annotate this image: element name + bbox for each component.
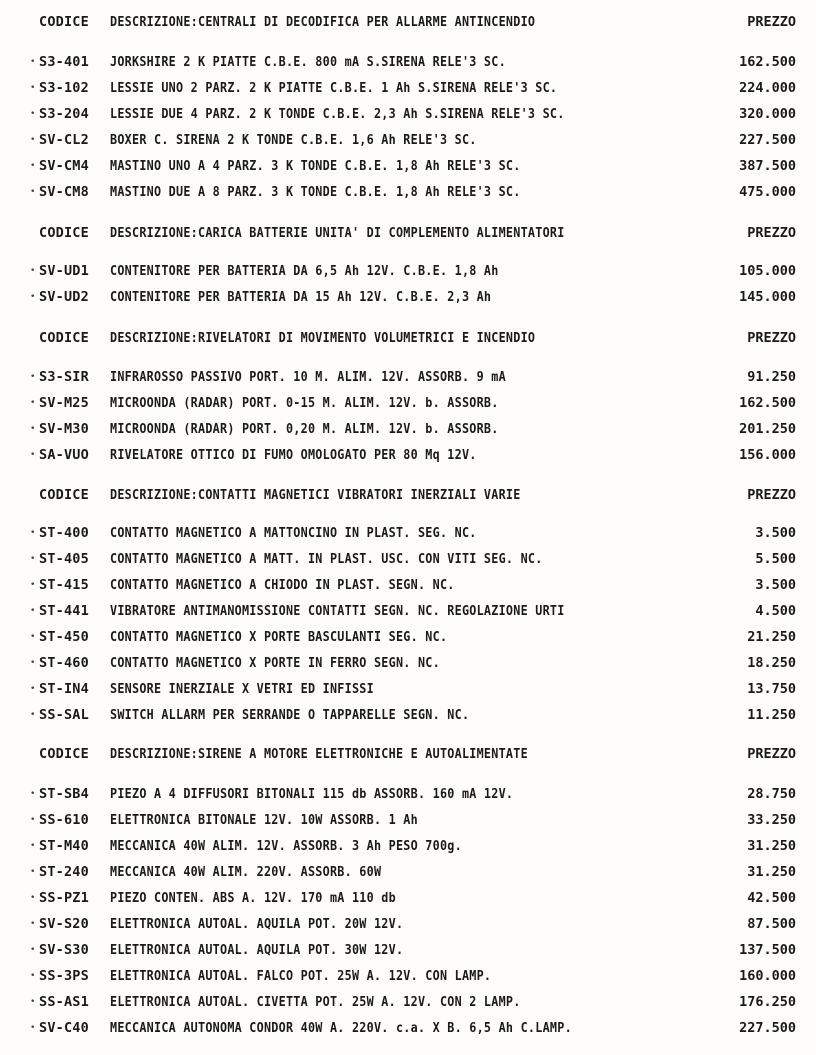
item-code: S3-204 <box>39 106 89 122</box>
bullet-icon: • <box>30 424 36 434</box>
item-price: 320.000 <box>739 106 796 122</box>
item-price: 227.500 <box>739 1020 796 1036</box>
list-item <box>0 965 816 987</box>
list-item <box>0 181 816 203</box>
item-price: 224.000 <box>739 80 796 96</box>
item-code: SS-610 <box>39 812 89 828</box>
item-description: MECCANICA AUTONOMA CONDOR 40W A. 220V. c.a. X B. 6,5 Ah C.LAMP. <box>110 1020 572 1036</box>
list-item <box>0 626 816 648</box>
item-description: MECCANICA 40W ALIM. 220V. ASSORB. 60W <box>110 864 382 880</box>
price-column-header: PREZZO <box>747 14 796 30</box>
list-item <box>0 103 816 125</box>
item-description: SENSORE INERZIALE X VETRI ED INFISSI <box>110 681 374 697</box>
bullet-icon: • <box>30 161 36 171</box>
list-item <box>0 155 816 177</box>
bullet-icon: • <box>30 1023 36 1033</box>
bullet-icon: • <box>30 83 36 93</box>
list-item <box>0 861 816 883</box>
code-column-header: CODICE <box>39 14 89 30</box>
list-item <box>0 77 816 99</box>
section-description-header: DESCRIZIONE:SIRENE A MOTORE ELETTRONICHE E AUTOALIMENTATE <box>110 746 528 762</box>
item-price: 5.500 <box>755 551 796 567</box>
bullet-icon: • <box>30 372 36 382</box>
item-description: JORKSHIRE 2 K PIATTE C.B.E. 800 mA S.SIRENA RELE'3 SC. <box>110 54 506 70</box>
bullet-icon: • <box>30 398 36 408</box>
item-description: PIEZO A 4 DIFFUSORI BITONALI 115 db ASSORB. 160 mA 12V. <box>110 786 514 802</box>
list-item <box>0 366 816 388</box>
item-price: 21.250 <box>747 629 796 645</box>
item-description: CONTATTO MAGNETICO A MATTONCINO IN PLAST. SEG. NC. <box>110 525 477 541</box>
item-price: 91.250 <box>747 369 796 385</box>
bullet-icon: • <box>30 57 36 67</box>
section-header <box>0 484 816 506</box>
bullet-icon: • <box>30 684 36 694</box>
item-code: ST-405 <box>39 551 89 567</box>
item-price: 387.500 <box>739 158 796 174</box>
item-description: BOXER C. SIRENA 2 K TONDE C.B.E. 1,6 Ah RELE'3 SC. <box>110 132 477 148</box>
bullet-icon: • <box>30 292 36 302</box>
item-code: SV-S30 <box>39 942 89 958</box>
bullet-icon: • <box>30 632 36 642</box>
item-code: SS-PZ1 <box>39 890 89 906</box>
item-price: 13.750 <box>747 681 796 697</box>
item-code: SV-S20 <box>39 916 89 932</box>
item-price: 156.000 <box>739 447 796 463</box>
list-item <box>0 704 816 726</box>
list-item <box>0 678 816 700</box>
list-item <box>0 939 816 961</box>
item-code: ST-IN4 <box>39 681 89 697</box>
item-description: ELETTRONICA AUTOAL. CIVETTA POT. 25W A. 12V. CON 2 LAMP. <box>110 994 521 1010</box>
item-description: ELETTRONICA AUTOAL. FALCO POT. 25W A. 12V. CON LAMP. <box>110 968 492 984</box>
list-item <box>0 600 816 622</box>
item-price: 11.250 <box>747 707 796 723</box>
item-price: 176.250 <box>739 994 796 1010</box>
item-price: 18.250 <box>747 655 796 671</box>
bullet-icon: • <box>30 606 36 616</box>
item-price: 4.500 <box>755 603 796 619</box>
list-item <box>0 522 816 544</box>
item-description: LESSIE DUE 4 PARZ. 2 K TONDE C.B.E. 2,3 Ah S.SIRENA RELE'3 SC. <box>110 106 565 122</box>
bullet-icon: • <box>30 867 36 877</box>
item-price: 3.500 <box>755 525 796 541</box>
item-price: 33.250 <box>747 812 796 828</box>
section-description-header: DESCRIZIONE:RIVELATORI DI MOVIMENTO VOLUMETRICI E INCENDIO <box>110 330 536 346</box>
bullet-icon: • <box>30 971 36 981</box>
bullet-icon: • <box>30 580 36 590</box>
bullet-icon: • <box>30 109 36 119</box>
price-column-header: PREZZO <box>747 746 796 762</box>
item-code: ST-415 <box>39 577 89 593</box>
item-price: 105.000 <box>739 263 796 279</box>
price-column-header: PREZZO <box>747 487 796 503</box>
section-header <box>0 11 816 33</box>
bullet-icon: • <box>30 450 36 460</box>
list-item <box>0 392 816 414</box>
item-code: ST-M40 <box>39 838 89 854</box>
section-description-header: DESCRIZIONE:CONTATTI MAGNETICI VIBRATORI INERZIALI VARIE <box>110 487 521 503</box>
item-code: SS-AS1 <box>39 994 89 1010</box>
item-price: 42.500 <box>747 890 796 906</box>
item-code: ST-460 <box>39 655 89 671</box>
list-item <box>0 51 816 73</box>
bullet-icon: • <box>30 266 36 276</box>
item-code: S3-401 <box>39 54 89 70</box>
list-item <box>0 991 816 1013</box>
item-description: INFRAROSSO PASSIVO PORT. 10 M. ALIM. 12V. ASSORB. 9 mA <box>110 369 506 385</box>
item-description: CONTENITORE PER BATTERIA DA 6,5 Ah 12V. C.B.E. 1,8 Ah <box>110 263 499 279</box>
list-item <box>0 129 816 151</box>
item-price: 162.500 <box>739 54 796 70</box>
item-price: 475.000 <box>739 184 796 200</box>
price-column-header: PREZZO <box>747 330 796 346</box>
item-price: 145.000 <box>739 289 796 305</box>
item-description: MASTINO DUE A 8 PARZ. 3 K TONDE C.B.E. 1,8 Ah RELE'3 SC. <box>110 184 521 200</box>
list-item <box>0 548 816 570</box>
item-price: 227.500 <box>739 132 796 148</box>
item-code: ST-240 <box>39 864 89 880</box>
item-code: SV-CM4 <box>39 158 89 174</box>
item-description: ELETTRONICA AUTOAL. AQUILA POT. 30W 12V. <box>110 942 404 958</box>
item-code: SV-M25 <box>39 395 89 411</box>
list-item <box>0 809 816 831</box>
item-description: CONTENITORE PER BATTERIA DA 15 Ah 12V. C.B.E. 2,3 Ah <box>110 289 492 305</box>
list-item <box>0 1017 816 1039</box>
bullet-icon: • <box>30 893 36 903</box>
item-code: SV-CM8 <box>39 184 89 200</box>
item-description: MASTINO UNO A 4 PARZ. 3 K TONDE C.B.E. 1,8 Ah RELE'3 SC. <box>110 158 521 174</box>
item-price: 137.500 <box>739 942 796 958</box>
item-price: 31.250 <box>747 838 796 854</box>
list-item <box>0 783 816 805</box>
list-item <box>0 574 816 596</box>
item-code: SV-C40 <box>39 1020 89 1036</box>
item-price: 87.500 <box>747 916 796 932</box>
item-description: PIEZO CONTEN. ABS A. 12V. 170 mA 110 db <box>110 890 396 906</box>
item-code: SV-M30 <box>39 421 89 437</box>
item-description: LESSIE UNO 2 PARZ. 2 K PIATTE C.B.E. 1 Ah S.SIRENA RELE'3 SC. <box>110 80 558 96</box>
bullet-icon: • <box>30 187 36 197</box>
item-price: 28.750 <box>747 786 796 802</box>
item-code: SV-CL2 <box>39 132 89 148</box>
item-code: ST-450 <box>39 629 89 645</box>
list-item <box>0 835 816 857</box>
item-code: ST-SB4 <box>39 786 89 802</box>
list-item <box>0 260 816 282</box>
item-price: 201.250 <box>739 421 796 437</box>
item-code: SV-UD2 <box>39 289 89 305</box>
section-header <box>0 743 816 765</box>
item-description: ELETTRONICA BITONALE 12V. 10W ASSORB. 1 Ah <box>110 812 418 828</box>
code-column-header: CODICE <box>39 330 89 346</box>
code-column-header: CODICE <box>39 225 89 241</box>
code-column-header: CODICE <box>39 746 89 762</box>
section-description-header: DESCRIZIONE:CENTRALI DI DECODIFICA PER ALLARME ANTINCENDIO <box>110 14 536 30</box>
section-header <box>0 222 816 244</box>
item-code: S3-102 <box>39 80 89 96</box>
bullet-icon: • <box>30 919 36 929</box>
item-code: SS-SAL <box>39 707 89 723</box>
section-header <box>0 327 816 349</box>
item-description: MICROONDA (RADAR) PORT. 0,20 M. ALIM. 12V. b. ASSORB. <box>110 421 499 437</box>
bullet-icon: • <box>30 658 36 668</box>
list-item <box>0 444 816 466</box>
bullet-icon: • <box>30 135 36 145</box>
bullet-icon: • <box>30 528 36 538</box>
item-description: RIVELATORE OTTICO DI FUMO OMOLOGATO PER 80 Mq 12V. <box>110 447 477 463</box>
item-price: 3.500 <box>755 577 796 593</box>
item-code: S3-SIR <box>39 369 89 385</box>
list-item <box>0 887 816 909</box>
bullet-icon: • <box>30 841 36 851</box>
item-code: SV-UD1 <box>39 263 89 279</box>
item-description: ELETTRONICA AUTOAL. AQUILA POT. 20W 12V. <box>110 916 404 932</box>
list-item <box>0 913 816 935</box>
item-code: ST-400 <box>39 525 89 541</box>
item-code: SA-VUO <box>39 447 89 463</box>
bullet-icon: • <box>30 997 36 1007</box>
item-description: CONTATTO MAGNETICO A CHIODO IN PLAST. SEGN. NC. <box>110 577 455 593</box>
item-description: VIBRATORE ANTIMANOMISSIONE CONTATTI SEGN. NC. REGOLAZIONE URTI <box>110 603 565 619</box>
code-column-header: CODICE <box>39 487 89 503</box>
item-price: 31.250 <box>747 864 796 880</box>
price-column-header: PREZZO <box>747 225 796 241</box>
item-price: 160.000 <box>739 968 796 984</box>
item-code: SS-3PS <box>39 968 89 984</box>
bullet-icon: • <box>30 815 36 825</box>
bullet-icon: • <box>30 554 36 564</box>
bullet-icon: • <box>30 710 36 720</box>
item-description: CONTATTO MAGNETICO A MATT. IN PLAST. USC. CON VITI SEG. NC. <box>110 551 543 567</box>
bullet-icon: • <box>30 945 36 955</box>
item-code: ST-441 <box>39 603 89 619</box>
item-description: SWITCH ALLARM PER SERRANDE O TAPPARELLE SEGN. NC. <box>110 707 470 723</box>
bullet-icon: • <box>30 789 36 799</box>
item-price: 162.500 <box>739 395 796 411</box>
list-item <box>0 652 816 674</box>
section-description-header: DESCRIZIONE:CARICA BATTERIE UNITA' DI COMPLEMENTO ALIMENTATORI <box>110 225 565 241</box>
item-description: MICROONDA (RADAR) PORT. 0-15 M. ALIM. 12V. b. ASSORB. <box>110 395 499 411</box>
item-description: CONTATTO MAGNETICO X PORTE BASCULANTI SEG. NC. <box>110 629 448 645</box>
list-item <box>0 418 816 440</box>
item-description: CONTATTO MAGNETICO X PORTE IN FERRO SEGN. NC. <box>110 655 440 671</box>
list-item <box>0 286 816 308</box>
item-description: MECCANICA 40W ALIM. 12V. ASSORB. 3 Ah PESO 700g. <box>110 838 462 854</box>
